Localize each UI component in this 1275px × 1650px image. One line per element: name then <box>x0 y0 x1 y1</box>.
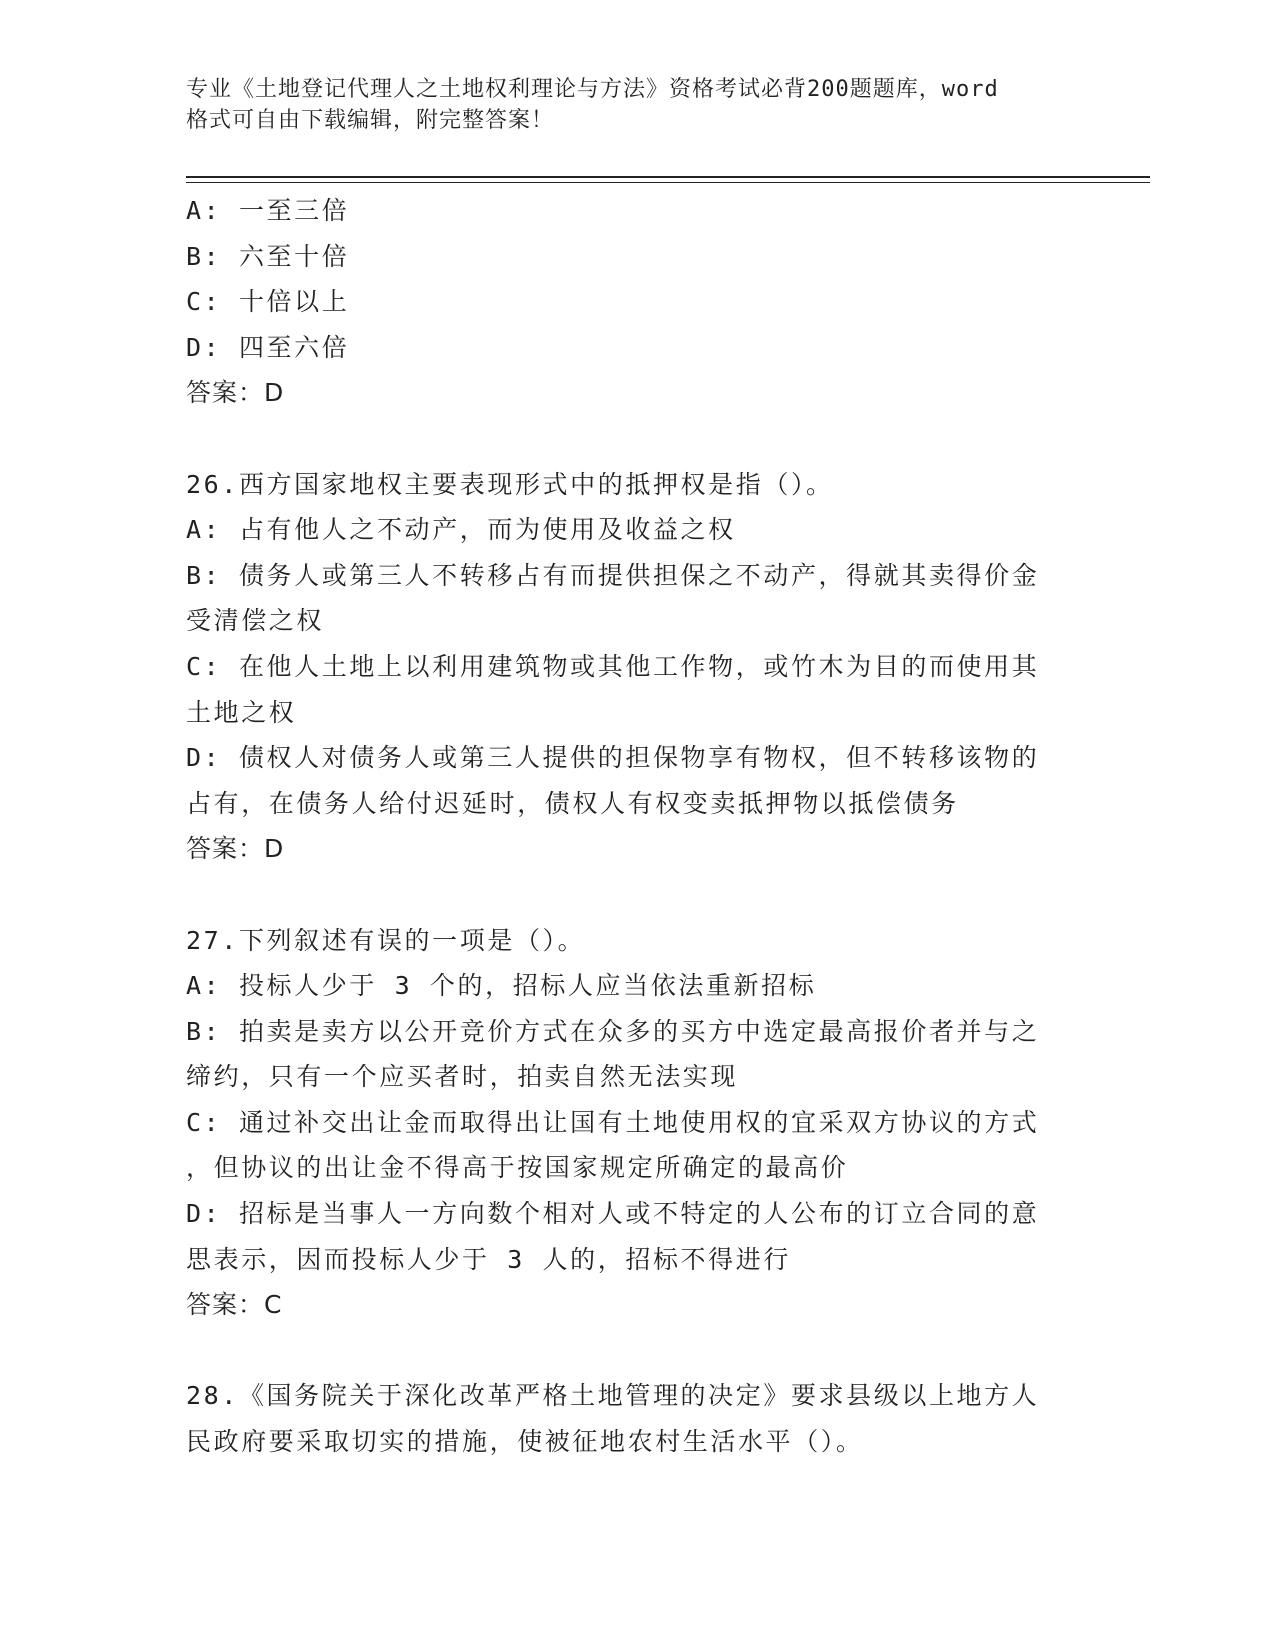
option-a: A: 一至三倍 <box>186 196 350 225</box>
option-a: A: 投标人少于 3 个的，招标人应当依法重新招标 <box>186 971 817 1001</box>
document-header <box>186 74 1066 136</box>
header-rule-thick <box>186 176 1150 178</box>
option-d-line-2: 占有，在债务人给付迟延时，债权人有权变卖抵押物以抵偿债务 <box>186 788 959 818</box>
option-c-line-1: C: 在他人土地上以利用建筑物或其他工作物，或竹木为目的而使用其 <box>186 651 1040 681</box>
option-d-line-2: 思表示，因而投标人少于 3 人的，招标不得进行 <box>186 1244 791 1274</box>
option-c-line-1: C: 通过补交出让金而取得出让国有土地使用权的宜采双方协议的方式 <box>186 1107 1040 1137</box>
option-c-line-2: ，但协议的出让金不得高于按国家规定所确定的最高价 <box>186 1153 849 1183</box>
option-d-line-1: D: 招标是当事人一方向数个相对人或不特定的人公布的订立合同的意 <box>186 1199 1040 1229</box>
answer: 答案：C <box>186 1290 283 1320</box>
question-25-options <box>186 188 1066 416</box>
option-b-line-2: 缔约，只有一个应买者时，拍卖自然无法实现 <box>186 1062 739 1092</box>
option-b-line-2: 受清偿之权 <box>186 606 325 636</box>
option-d: D: 四至六倍 <box>186 332 350 362</box>
spacer <box>186 416 1066 462</box>
answer: 答案：D <box>186 834 285 864</box>
question-27 <box>186 918 1066 1328</box>
document-body <box>186 188 1066 1465</box>
option-b-line-1: B: 债务人或第三人不转移占有而提供担保之不动产，得就其卖得价金 <box>186 560 1040 590</box>
header-line-1: 专业《土地登记代理人之土地权利理论与方法》资格考试必背200题题库，word <box>186 77 999 102</box>
question-26 <box>186 462 1066 872</box>
option-b-line-1: B: 拍卖是卖方以公开竞价方式在众多的买方中选定最高报价者并与之 <box>186 1016 1040 1046</box>
question-text: 27.下列叙述有误的一项是（）。 <box>186 925 586 955</box>
spacer <box>186 1328 1066 1374</box>
spacer <box>186 872 1066 918</box>
header-line-2: 格式可自由下载编辑，附完整答案！ <box>186 108 555 133</box>
question-28 <box>186 1373 1066 1464</box>
option-d-line-1: D: 债权人对债务人或第三人提供的担保物享有物权，但不转移该物的 <box>186 743 1040 773</box>
option-c: C: 十倍以上 <box>186 287 350 317</box>
question-text-line-1: 28.《国务院关于深化改革严格土地管理的决定》要求县级以上地方人 <box>186 1381 1040 1411</box>
option-c-line-2: 土地之权 <box>186 697 297 727</box>
option-a: A: 占有他人之不动产，而为使用及收益之权 <box>186 515 736 545</box>
option-b: B: 六至十倍 <box>186 241 350 271</box>
question-text: 26.西方国家地权主要表现形式中的抵押权是指（）。 <box>186 469 834 499</box>
header-rule-thin <box>186 182 1150 183</box>
question-text-line-2: 民政府要采取切实的措施，使被征地农村生活水平（）。 <box>186 1427 864 1457</box>
answer: 答案：D <box>186 378 285 408</box>
